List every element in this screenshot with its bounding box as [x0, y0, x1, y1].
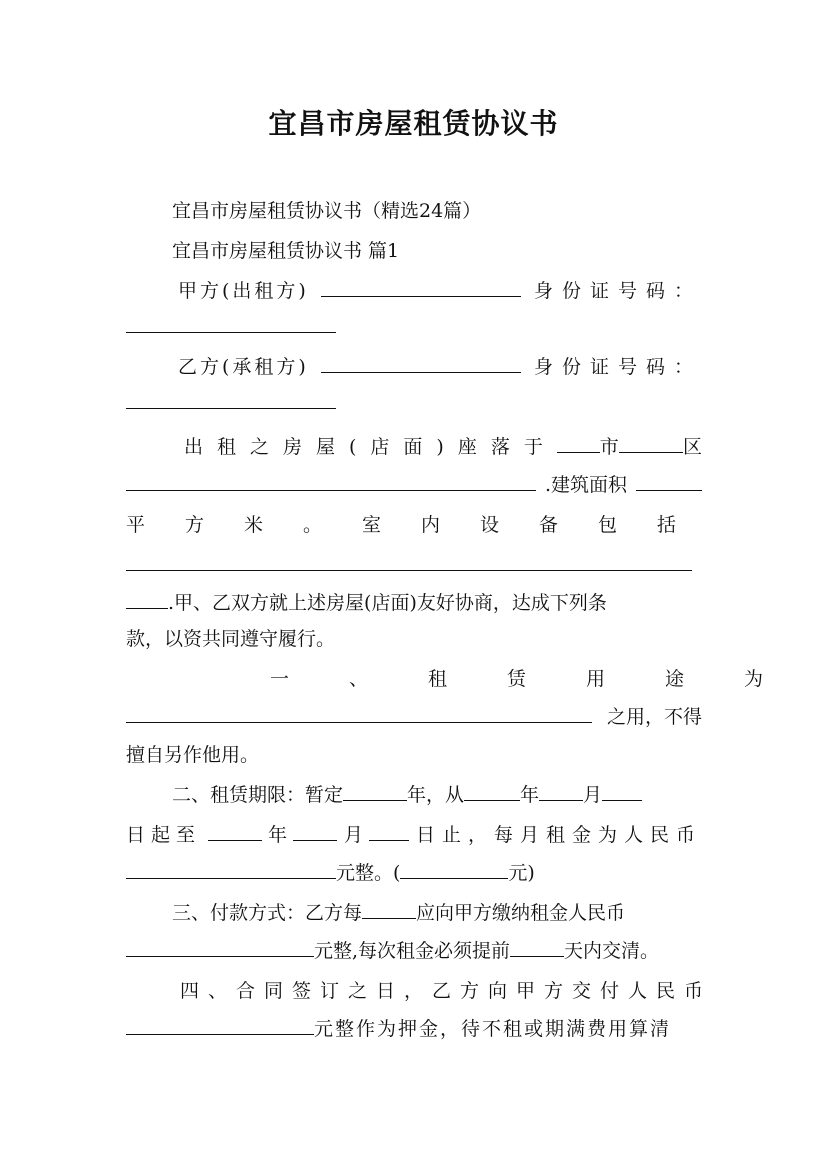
section-heading: 宜昌市房屋租赁协议书 篇1 [172, 240, 400, 262]
party-b-label: 乙方(承租方) [178, 356, 309, 378]
end-year-blank[interactable] [208, 822, 262, 841]
end-day-blank[interactable] [369, 822, 409, 841]
start-month-blank[interactable] [539, 782, 583, 801]
party-b-id-line [126, 390, 702, 416]
party-a-line [126, 278, 702, 304]
clause4-deposit-text: 元整作为押金，待不租或期满费用算清 [314, 1018, 672, 1040]
party-a-name-blank[interactable] [321, 278, 521, 297]
party-a-id-label: 身份证号码： [533, 280, 702, 302]
address-blank[interactable] [126, 472, 536, 491]
clause1-tail: 之用，不得 [606, 706, 702, 728]
clause2-from: 日起至 [126, 824, 202, 846]
rent-amount-blank[interactable] [126, 860, 336, 879]
clause2-line2-year: 年 [267, 824, 287, 846]
clause2-head: 二、租赁期限：暂定 [172, 784, 344, 806]
advance-days-blank[interactable] [510, 938, 564, 957]
area-blank[interactable] [636, 472, 702, 491]
clause2-rent-label: 日止，每月租金为人民币 [415, 824, 702, 846]
clause2-line2-month: 月 [343, 824, 363, 846]
clause3-due: 天内交清。 [564, 940, 660, 962]
party-b-id-label: 身份证号码： [533, 356, 702, 378]
location-line [126, 434, 702, 460]
party-a-id-blank[interactable] [126, 314, 336, 333]
clause1-cont: 擅自另作他用。 [126, 744, 260, 766]
clause2-y2: 年 [520, 784, 540, 806]
equipment-blank[interactable] [126, 552, 692, 571]
party-a-id-line [126, 314, 702, 340]
start-year-blank[interactable] [464, 782, 520, 801]
subtitle: 宜昌市房屋租赁协议书（精选24篇） [172, 200, 482, 222]
clause2-line1 [172, 782, 702, 808]
equipment-line [126, 552, 702, 571]
clause3-line1 [172, 900, 702, 926]
clause3-advance: 元整,每次租金必须提前 [314, 940, 511, 962]
party-b-id-blank[interactable] [126, 390, 336, 409]
unit-line: 平方米。室内设备包括 [126, 514, 717, 536]
clause2-m: 月 [583, 784, 603, 806]
address-line [126, 472, 702, 498]
location-prefix: 出租之房屋(店面)座落于 [184, 436, 557, 458]
party-a-label: 甲方(出租方) [178, 280, 309, 302]
equipment-blank-cont[interactable] [126, 590, 168, 609]
clause2-yuan: 元整。( [336, 862, 401, 884]
usage-blank[interactable] [126, 704, 592, 723]
area-label: .建筑面积 [544, 474, 628, 496]
party-b-name-blank[interactable] [321, 354, 521, 373]
clause2-line3 [126, 860, 702, 886]
city-blank[interactable] [557, 434, 600, 453]
city-label: 市 [599, 436, 619, 458]
district-label: 区 [682, 436, 702, 458]
end-month-blank[interactable] [293, 822, 337, 841]
party-b-line [126, 354, 702, 380]
agreement-text: .甲、乙双方就上述房屋(店面)友好协商，达成下列条 [168, 592, 607, 614]
document-title: 宜昌市房屋租赁协议书 [268, 107, 559, 140]
clause3-line2 [126, 938, 702, 964]
clause4-head: 四、合同签订之日，乙方向甲方交付人民币 [180, 980, 713, 1002]
deposit-amount-blank[interactable] [126, 1016, 314, 1035]
payment-amount-blank[interactable] [126, 938, 314, 957]
clause3-tail: 应向甲方缴纳租金人民币 [416, 902, 626, 924]
clause3-head: 三、付款方式：乙方每 [172, 902, 363, 924]
agreement-line [126, 590, 702, 616]
payment-period-blank[interactable] [362, 900, 416, 919]
agreement-cont: 款，以资共同遵守履行。 [126, 628, 336, 650]
clause2-line2 [126, 822, 702, 848]
term-years-blank[interactable] [343, 782, 407, 801]
start-day-blank[interactable] [602, 782, 642, 801]
clause1-head: 一、租赁用途为 [270, 668, 824, 690]
district-blank[interactable] [619, 434, 683, 453]
rent-figure-blank[interactable] [400, 860, 508, 879]
clause1-line2 [126, 704, 702, 730]
clause2-year: 年，从 [407, 784, 465, 806]
clause4-line2 [126, 1016, 702, 1042]
clause2-yuan-close: 元) [508, 862, 535, 884]
